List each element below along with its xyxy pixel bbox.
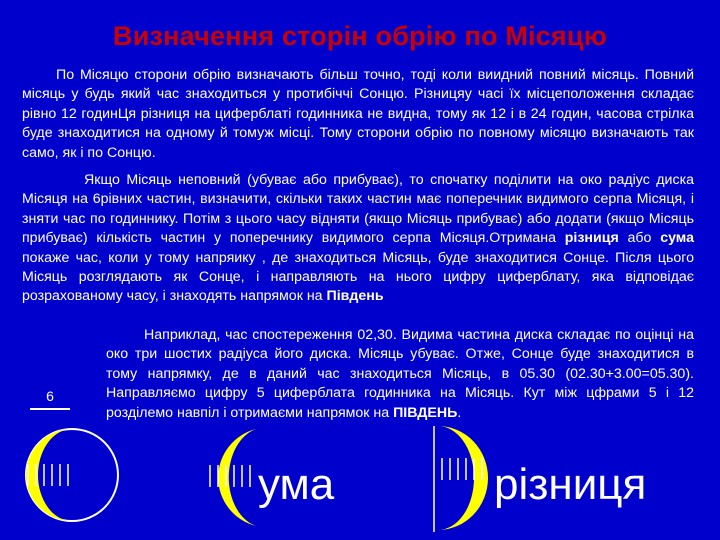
moon-crescent-1-icon xyxy=(20,420,120,530)
paragraph-full-moon: По Місяцю сторони обрію визначають більш точно, тоді коли виидний повний місяць. Повний місяць у будь який час знаходиться у протибіччі Сонцю. Різницяу часі їх місцеположення складає рівно 12 годинЦя різниця на циферблаті годинника не видна, тому як 12 і в 24 годин, часова стрілка буде знаходитися на одному й томуж місці. Тому сторони обрію по повному місяцю визначають так само, як і по Сонцю. xyxy=(22,67,694,161)
bold-difference: різниця xyxy=(564,230,619,247)
bold-south: Південь xyxy=(326,288,384,305)
paragraph-example xyxy=(106,326,694,423)
fraction-label: 6 xyxy=(30,388,70,410)
paragraph-partial-moon xyxy=(22,171,694,307)
paragraph-text: . xyxy=(457,404,462,421)
word-difference: різниця xyxy=(494,460,647,509)
bold-south-upper: ПІВДЕНЬ xyxy=(393,404,458,421)
moon-crescent-3-icon xyxy=(428,420,498,535)
moon-crescent-2-icon xyxy=(196,425,266,530)
slide-title: Визначення сторін обрію по Місяцю xyxy=(113,21,607,51)
paragraph-text: або xyxy=(618,230,661,247)
bold-sum: сума xyxy=(660,230,694,247)
paragraph-text: Якщо Місяць неповний (убуває або прибуває), то спочатку поділити на око радіус диска Місяця на 6рівних частин, визначити, скільки таких частин має поперечник видимого серпа Місяця, і зняти час по годиннику. Потім з цього часу відняти (якщо Місяць прибуває) або додати (якщо Місяць прибуває) кількість частин у поперечнику видимого серпа Місяця.Отримана xyxy=(22,172,694,247)
word-sum: ума xyxy=(258,460,335,509)
paragraph-text: покаже час, коли у тому напряику , де знаходиться Місяць, буде знаходитися Сонце. Після цього Місяць розглядають як Сонце, і направляють на нього цифру циферблату, яка відповідає розрахованому часу, і знаходять напрямок на xyxy=(22,249,694,305)
paragraph-text: Наприклад, час спостереження 02,30. Видима частина диска складає по оцінці на око три шостих радіуса його диска. Місяць убуває. Отже, Сонце буде знаходитися в тому напрямку, де в даний час знаходиться Місяць, в 05.30 (02.30+3.00=05.30). Направляємо цифру 5 циферблата годинника на Місяць. Кут між цфрами 5 і 12 розділемо навпіл і отримаєми напрямок на xyxy=(106,327,694,421)
